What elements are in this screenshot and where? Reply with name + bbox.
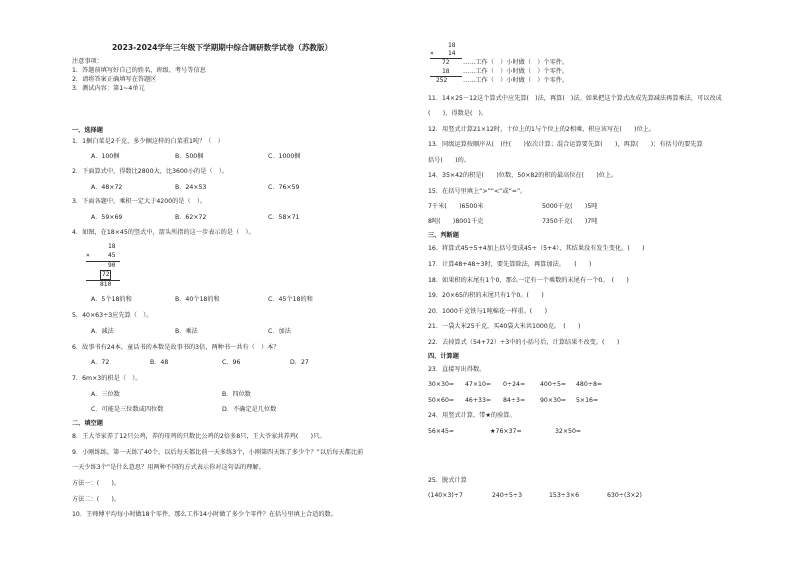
- q25-item-3: 153÷3×6: [549, 492, 580, 499]
- question-13-line-2: 括号( )的。: [428, 157, 470, 164]
- q23-r1-c3: 0÷24=: [503, 381, 526, 388]
- question-12: 12．用竖式计算21×12时，十位上的1与个位上的2相乘，积应该写在( )位上。: [428, 126, 656, 133]
- q7-option-c: C．可能是三位数或四位数: [91, 406, 164, 413]
- q3-option-b: B．62×72: [175, 214, 207, 221]
- q24-item-2: ★76×37=: [490, 428, 522, 435]
- q7-option-a: A．三位数: [91, 391, 120, 398]
- q4-calc-op: ×: [86, 252, 90, 259]
- r-calc-top: 18: [448, 42, 456, 49]
- section-calc: 四、计算题: [428, 353, 459, 360]
- r-calc-op: ×: [430, 50, 434, 57]
- q5-option-a: A．减法: [91, 328, 114, 335]
- q4-option-a: A．5个18的和: [91, 296, 132, 303]
- q24-item-3: 32×50=: [555, 428, 582, 435]
- q4-calc-row-2: 72: [102, 271, 110, 278]
- q9-method-2: 方法二：( )。: [72, 496, 121, 503]
- r-calc-result: 252: [436, 77, 448, 84]
- q1-option-b: B．500捆: [175, 153, 204, 160]
- q23-r1-c1: 30×30=: [428, 381, 455, 388]
- q6-option-c: C．96: [222, 359, 241, 366]
- question-20: 20．1000千克铁与1吨棉花一样重。( ): [428, 308, 548, 315]
- r-calc-row-2-note: ……工作（ ）小时做（ ）个零件。: [463, 68, 569, 75]
- question-4: 4．如图，在18×45的竖式中，箭头所指的这一步表示的是（ ）。: [72, 229, 255, 236]
- question-24: 24．用竖式计算，带★的验算。: [428, 412, 516, 419]
- question-17: 17．计算48+48÷3时，要先算除法，再算加法。 ( ): [428, 261, 592, 268]
- q23-r2-c1: 50×60=: [428, 397, 455, 404]
- question-25: 25．脱式计算: [428, 477, 467, 484]
- q23-r2-c4: 90×30=: [540, 397, 567, 404]
- q6-option-d: D．27: [290, 359, 309, 366]
- q2-option-a: A．48×72: [91, 184, 123, 191]
- section-fill: 二、填空题: [72, 420, 103, 427]
- q25-item-4: 630÷(3×2): [607, 492, 642, 499]
- q24-item-1: 56×45=: [428, 428, 455, 435]
- q2-option-c: C．76×59: [268, 184, 300, 191]
- q23-r2-c5: 5×16=: [576, 397, 599, 404]
- question-6: 6．故事书有24本，童话书的本数是故事书的3倍，两种书一共有（ ）本？: [72, 344, 280, 351]
- q3-option-c: C．58×71: [268, 214, 300, 221]
- question-11-line-2: ( )，得数是( )。: [428, 110, 488, 117]
- q23-r1-c5: 480÷8=: [576, 381, 603, 388]
- section-judge: 三、判断题: [428, 232, 459, 239]
- q5-option-b: B．乘法: [175, 328, 198, 335]
- q4-option-b: B．40个18的和: [175, 296, 220, 303]
- question-18: 18．如果积的末尾有1个0，那么一定有一个乘数的末尾有一个0。 ( ): [428, 277, 629, 284]
- question-14: 14．35×42的积是( )位数，50×82的积的最高位在( )位上。: [428, 172, 618, 179]
- q15-item-1: 7千米( )6500米: [428, 203, 484, 210]
- q15-item-2: 5000千克( )5吨: [542, 203, 598, 210]
- q3-option-a: A．59×69: [91, 214, 123, 221]
- question-7: 7．6m×3的积是（ ）。: [72, 375, 142, 382]
- r-calc-result-note: ……工作（ ）小时做（ ）个零件。: [463, 77, 569, 84]
- section-choice: 一、选择题: [72, 127, 103, 134]
- r-calc-row-1: 72: [442, 59, 450, 66]
- q1-option-c: C．1000捆: [268, 153, 301, 160]
- note-2: 2．请将答案正确填写在答题区: [72, 76, 157, 83]
- q4-calc-top: 18: [108, 243, 116, 250]
- question-5: 5．40×63÷3应先算（ ）。: [72, 312, 153, 319]
- q7-option-b: B．四位数: [222, 391, 251, 398]
- question-21: 21．一袋大米25千克，买40袋大米共1000克。 ( ): [428, 323, 581, 330]
- r-calc-row-2: 18: [442, 68, 450, 75]
- q15-item-4: 7350千克( )7吨: [542, 218, 598, 225]
- q23-r2-c2: 46+33=: [465, 397, 492, 404]
- question-16: 16．将算式45÷5+4加上括号变成45÷（5+4），其结果没有发生变化。( ): [428, 245, 645, 252]
- q4-calc-mult: 45: [108, 252, 116, 259]
- q5-option-c: C．加法: [268, 328, 291, 335]
- q6-option-a: A．72: [91, 359, 110, 366]
- question-8: 8．王大爷家养了12只公鸡，养的母鸡的只数比公鸡的2倍多8只，王大爷家共养鸡( )只。: [72, 433, 326, 440]
- note-1: 1．答题前填写好自己的姓名、班级、考号等信息: [72, 67, 206, 74]
- q23-r1-c2: 47×10=: [465, 381, 492, 388]
- q2-option-b: B．24×53: [175, 184, 207, 191]
- notes-title: 注意事项：: [72, 58, 103, 65]
- question-23: 23．直接写出得数。: [428, 366, 486, 373]
- question-15: 15．在括号里填上“>”“<”或“=”。: [428, 188, 527, 195]
- q25-item-1: (140×3)÷7: [428, 492, 463, 499]
- question-3: 3．下面各题中，乘积一定大于4200的是（ ）。: [72, 198, 207, 205]
- q15-item-3: 8吨( )8001千克: [428, 218, 484, 225]
- note-3: 3．测试内容：第1~4单元: [72, 85, 145, 92]
- q25-item-2: 240÷5÷3: [492, 492, 523, 499]
- q23-r2-c3: 84÷3=: [503, 397, 526, 404]
- q4-option-c: C．45个18的和: [268, 296, 313, 303]
- question-9-line-1: 9．小刚练练。第一天练了40个，以后每天都比前一天多练3个，小刚第四天练了多少个？”以后每天都比前: [72, 449, 364, 456]
- q23-r1-c4: 400÷5=: [540, 381, 567, 388]
- question-19: 19．20×65的积的末尾只有1个0。( ): [428, 292, 544, 299]
- question-13-line-1: 13．同级运算按顺序从( )往( )依次计算；混合运算要先算( )，再算( )；有括号的要先算: [428, 141, 703, 148]
- q4-calc-row-1: 90: [108, 262, 116, 269]
- q9-method-1: 方法一：( )。: [72, 480, 121, 487]
- q1-option-a: A．100捆: [91, 153, 120, 160]
- question-9-line-2: 一天少练3个”是什么意思？用两种不同的方式表示你对这句话的理解。: [72, 464, 265, 471]
- r-calc-mult: 14: [448, 50, 456, 57]
- q7-option-d: D．不确定是几位数: [222, 406, 277, 413]
- question-1: 1．1捆白菜是2千克，多少捆这样的白菜重1吨？（ ）: [72, 138, 224, 145]
- question-22: 22．去掉算式（54+72）÷3中的小括号后，计算结果不改变。( ): [428, 339, 620, 346]
- question-10: 10．王师傅平均每小时做18个零件，那么工作14小时做了多少个零件？在括号里填上合适的数。: [72, 511, 337, 518]
- r-calc-row-1-note: ……工作（ ）小时做（ ）个零件。: [463, 59, 569, 66]
- question-11-line-1: 11．14×25－12这个算式中应先算( )法，再算( )法。如果把这个算式改成先算减法再算乘法，可以改成: [428, 95, 722, 102]
- q6-option-b: B．48: [150, 359, 169, 366]
- page-title: 2023-2024学年三年级下学期期中综合调研数学试卷（苏教版）: [112, 43, 333, 52]
- question-2: 2．下面算式中，得数比2800大，比3600小的是（ ）。: [72, 168, 229, 175]
- q4-calc-result: 810: [100, 281, 112, 288]
